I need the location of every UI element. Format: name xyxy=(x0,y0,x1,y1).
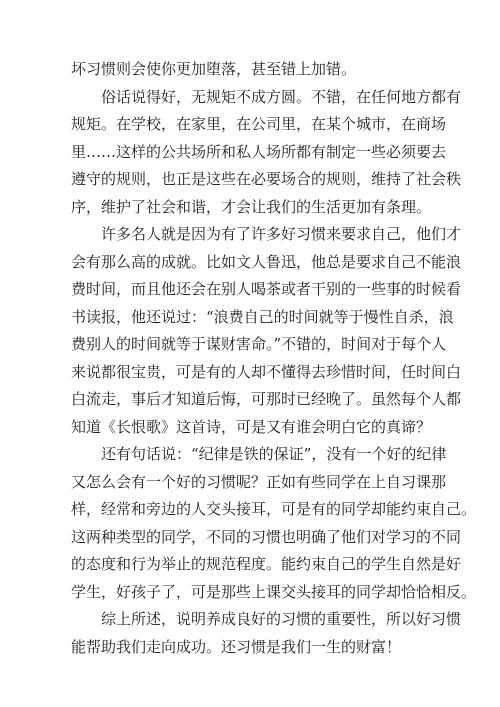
text-line: 学生，好孩子了，可是那些上课交头接耳的同学却恰恰相反。 xyxy=(71,582,477,601)
text-line: 来说都很宝贵，可是有的人却不懂得去珍惜时间，任时间白 xyxy=(71,362,462,381)
text-line: 知道《长恨歌》这首诗，可是又有谁会明白它的真谛？ xyxy=(71,417,432,436)
text-line: 费时间，而且他还会在别人喝茶或者干别的一些事的时候看 xyxy=(71,280,462,298)
text-line: 里……这样的公共场所和私人场所都有制定一些必须要去 xyxy=(71,142,447,161)
text-line: 白流走，事后才知道后悔，可那时已经晚了。虽然每个人都 xyxy=(71,390,462,408)
text-line: 费别人的时间就等于谋财害命。”不错的，时间对于每个人 xyxy=(71,335,447,353)
text-line: 俗话说得好，无规矩不成方圆。不错，在任何地方都有 xyxy=(71,87,462,106)
text-line: 遵守的规则，也正是这些在必要场合的规则，维持了社会秩 xyxy=(71,170,462,188)
paragraph xyxy=(71,84,462,222)
text-line: 规矩。在学校，在家里，在公司里，在某个城市，在商场 xyxy=(71,115,447,133)
paragraph xyxy=(71,56,431,84)
text-line: 这两种类型的同学，不同的习惯也明确了他们对学习的不同 xyxy=(71,527,462,546)
text-line: 综上所述，说明养成良好的习惯的重要性，所以好习惯 xyxy=(71,610,462,628)
paragraph xyxy=(71,441,477,606)
text-line: 序，维护了社会和谐，才会让我们的生活更加有条理。 xyxy=(71,197,432,216)
paragraph xyxy=(71,606,462,661)
text-line: 样，经常和旁边的人交头接耳，可是有的同学却能约束自己。 xyxy=(71,500,477,518)
text-line: 还有句话说：“纪律是铁的保证”，没有一个好的纪律 xyxy=(71,445,447,463)
document-body xyxy=(71,56,477,661)
text-line: 又怎么会有一个好的习惯呢？正如有些同学在上自习课那 xyxy=(71,472,447,491)
text-line: 书读报，他还说过：“浪费自己的时间就等于慢性自杀，浪 xyxy=(71,307,454,326)
text-line: 能帮助我们走向成功。还习惯是我们一生的财富！ xyxy=(71,637,402,656)
paragraph xyxy=(71,221,462,441)
text-line: 的态度和行为举止的规范程度。能约束自己的学生自然是好 xyxy=(71,555,462,573)
text-line: 坏习惯则会使你更加堕落，甚至错上加错。 xyxy=(71,60,357,78)
text-line: 许多名人就是因为有了许多好习惯来要求自己，他们才 xyxy=(71,225,462,243)
text-line: 会有那么高的成就。比如文人鲁迅，他总是要求自己不能浪 xyxy=(71,252,462,271)
